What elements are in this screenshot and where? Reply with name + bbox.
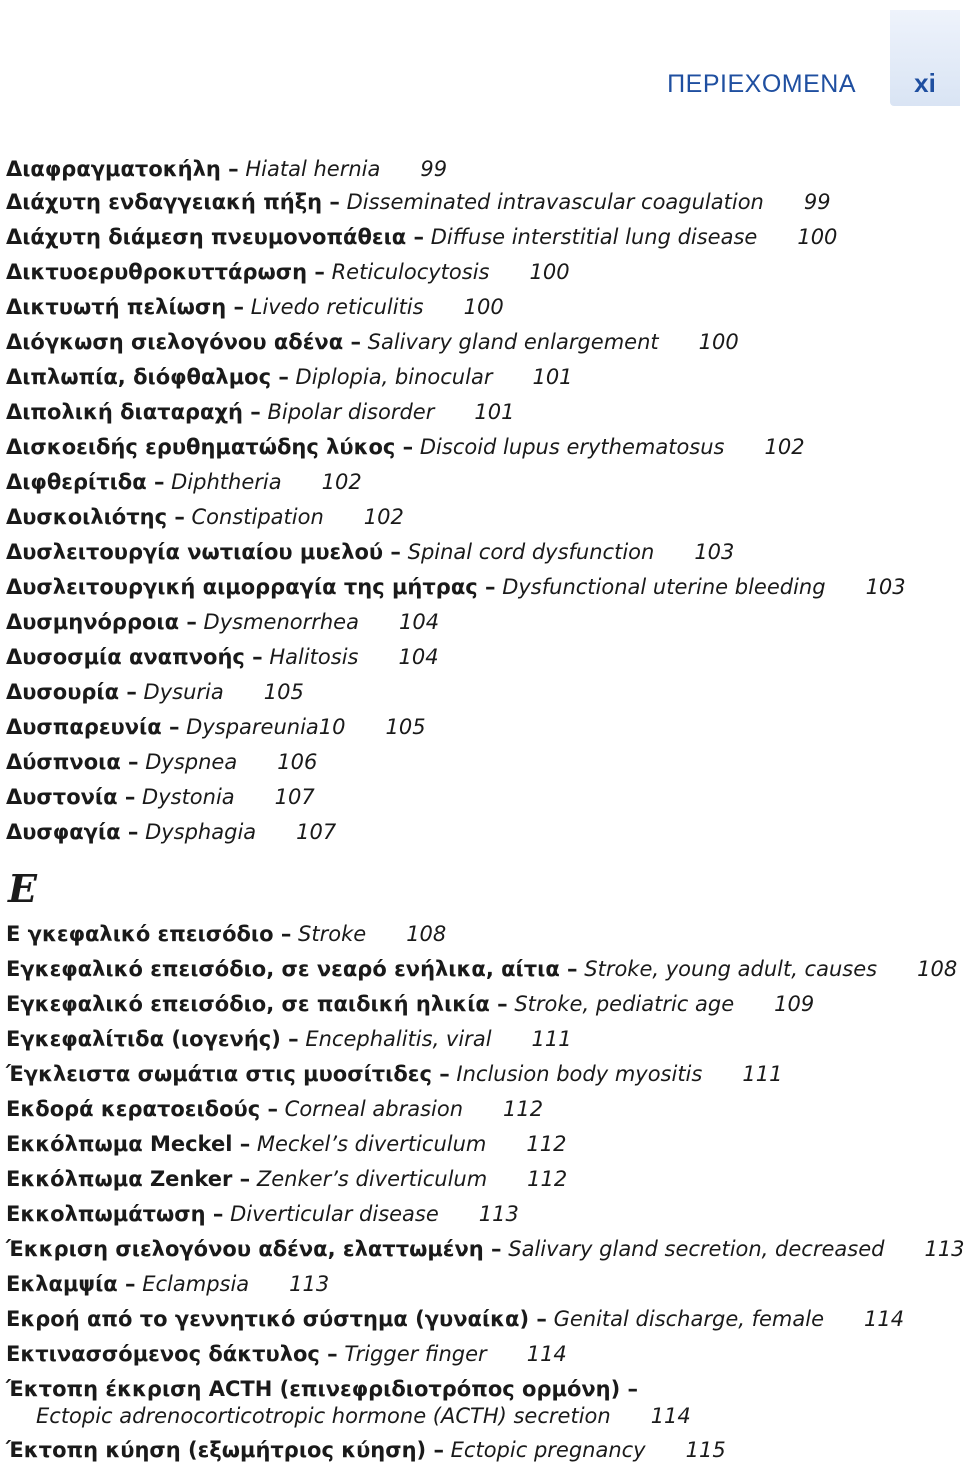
entry-page-number: 112 [503,1097,544,1121]
index-entry [6,1096,543,1122]
index-entry [6,1376,638,1402]
index-entry [6,714,426,740]
entry-english-term: Ectopic pregnancy [450,1438,646,1462]
index-entry [36,1403,691,1429]
entry-greek-term: Εγκεφαλικό επεισόδιο, σε νεαρό ενήλικα, αίτια – [6,957,578,981]
entry-greek-term: Εκροή από το γεννητικό σύστημα (γυναίκα) – [6,1307,547,1331]
entry-page-number: 101 [474,400,515,424]
entry-english-term: Stroke, pediatric age [514,992,735,1016]
entry-english-term: Constipation [191,505,324,529]
entry-english-term: Meckel’s diverticulum [256,1132,487,1156]
entry-english-term: Hiatal hernia [245,157,381,181]
index-entry [6,991,814,1017]
entry-greek-term: Διάχυτη ενδαγγειακή πήξη – [6,190,340,214]
entry-greek-term: Δυσκοιλιότης – [6,505,185,529]
index-entry [6,1236,965,1262]
entry-page-number: 100 [698,330,739,354]
entry-english-term: Spinal cord dysfunction [407,540,655,564]
entry-english-term: Zenker’s diverticulum [256,1167,488,1191]
entry-page-number: 102 [363,505,404,529]
index-entry [6,1341,567,1367]
index-entry [6,609,439,635]
entry-english-term: Dysmenorrhea [203,610,359,634]
entry-page-number: 113 [478,1202,519,1226]
entry-english-term: Dyspareunia10 [186,715,346,739]
entry-page-number: 107 [296,820,337,844]
entry-page-number: 106 [277,750,318,774]
entry-greek-term: Διπλωπία, διόφθαλμος – [6,365,289,389]
entry-page-number: 107 [274,785,315,809]
entry-english-term: Diffuse interstitial lung disease [430,225,758,249]
entry-english-term: Disseminated intravascular coagulation [346,190,764,214]
entry-english-term: Genital discharge, female [553,1307,824,1331]
entry-page-number: 111 [742,1062,783,1086]
entry-english-term: Reticulocytosis [331,260,490,284]
index-entry [6,504,404,530]
entry-page-number: 113 [289,1272,330,1296]
entry-page-number: 105 [385,715,426,739]
entry-greek-term: Διάχυτη διάμεση πνευμονοπάθεια – [6,225,425,249]
index-entry [6,1201,519,1227]
entry-greek-term: Έκτοπη κύηση (εξωμήτριος κύηση) – [6,1438,444,1462]
index-entry [6,1306,904,1332]
entry-page-number: 112 [526,1132,567,1156]
index-entry [6,329,739,355]
entry-page-number: 99 [803,190,831,214]
index-entry [6,434,805,460]
entry-greek-term: Εκτινασσόμενος δάκτυλος – [6,1342,338,1366]
entry-english-term: Trigger finger [344,1342,487,1366]
entry-greek-term: Διπολική διαταραχή – [6,400,261,424]
entry-english-term: Halitosis [269,645,359,669]
index-entry [6,294,504,320]
entry-page-number: 100 [463,295,504,319]
entry-greek-term: Εκδορά κερατοειδούς – [6,1097,278,1121]
entry-greek-term: Δυσφαγία – [6,820,139,844]
index-entry [6,1061,782,1087]
entry-page-number: 99 [420,157,448,181]
index-entry [6,644,439,670]
index-entry [6,679,304,705]
entry-english-term: Dysuria [143,680,224,704]
entry-greek-term: Δισκοειδής ερυθηματώδης λύκος – [6,435,414,459]
entry-greek-term: Δικτυοερυθροκυττάρωση – [6,260,325,284]
page-header-title: ΠΕΡΙΕΧΟΜΕΝΑ [667,70,856,98]
index-entry [6,784,315,810]
entry-page-number: 101 [532,365,573,389]
entry-english-term: Dystonia [142,785,235,809]
entry-english-term: Diplopia, binocular [295,365,493,389]
index-entry [6,364,573,390]
entry-page-number: 100 [529,260,570,284]
entry-page-number: 114 [526,1342,567,1366]
index-entry [6,819,336,845]
entry-page-number: 105 [263,680,304,704]
entry-greek-term: Έκτοπη έκκριση ACTH (επινεφριδιοτρόπος ορμόνη) – [6,1377,639,1401]
entry-english-term: Corneal abrasion [284,1097,464,1121]
entry-english-term: Salivary gland enlargement [367,330,659,354]
entry-greek-term: Δυσλειτουργική αιμορραγία της μήτρας – [6,575,496,599]
entry-english-term: Stroke [298,922,367,946]
entry-greek-term: Εκκόλπωμα Meckel – [6,1132,251,1156]
index-entry [6,399,514,425]
entry-page-number: 102 [321,470,362,494]
entry-english-term: Encephalitis, viral [305,1027,492,1051]
entry-page-number: 113 [924,1237,965,1261]
entry-greek-term: Δυστονία – [6,785,136,809]
entry-english-term: Dyspnea [145,750,238,774]
entry-english-term: Livedo reticulitis [250,295,424,319]
entry-page-number: 108 [917,957,958,981]
entry-greek-term: Εγκεφαλικό επεισόδιο, σε παιδική ηλικία – [6,992,508,1016]
entry-page-number: 109 [774,992,815,1016]
entry-greek-term: Δυσμηνόρροια – [6,610,197,634]
entry-page-number: 100 [797,225,838,249]
entry-greek-term: Εγκεφαλίτιδα (ιογενής) – [6,1027,299,1051]
entry-greek-term: Διαφραγματοκήλη – [6,157,239,181]
entry-english-term: Diverticular disease [230,1202,439,1226]
entry-english-term: Inclusion body myositis [456,1062,703,1086]
entry-page-number: 104 [398,645,439,669]
entry-english-term: Discoid lupus erythematosus [419,435,725,459]
entry-page-number: 114 [863,1307,905,1331]
index-entry [6,956,957,982]
entry-greek-term: Έγκλειστα σωμάτια στις μυοσίτιδες – [6,1062,450,1086]
entry-page-number: 114 [650,1404,691,1428]
entry-greek-term: Δυσοσμία αναπνοής – [6,645,263,669]
entry-greek-term: Δύσπνοια – [6,750,139,774]
entry-greek-term: Εκκολπωμάτωση – [6,1202,224,1226]
index-entry [6,574,906,600]
entry-page-number: 112 [527,1167,568,1191]
index-entry [6,224,837,250]
index-entry [6,1131,566,1157]
entry-greek-term: Διφθερίτιδα – [6,470,165,494]
entry-greek-term: Δυσπαρευνία – [6,715,180,739]
entry-page-number: 102 [764,435,805,459]
entry-english-term: Eclampsia [142,1272,250,1296]
entry-greek-term: Ε γκεφαλικό επεισόδιο – [6,922,292,946]
index-entry [6,189,831,215]
entry-greek-term: Δυσουρία – [6,680,137,704]
entry-page-number: 111 [531,1027,572,1051]
entry-page-number: 103 [865,575,906,599]
index-entry [6,259,570,285]
index-entry [6,539,734,565]
index-entry [6,1166,567,1192]
index-entry [6,921,446,947]
entry-english-term: Dysphagia [145,820,257,844]
index-entry [6,1437,726,1463]
entry-page-number: 108 [406,922,447,946]
entry-greek-term: Δικτυωτή πελίωση – [6,295,244,319]
entry-page-number: 104 [398,610,440,634]
entry-page-number: 115 [685,1438,726,1462]
entry-english-term: Diphtheria [171,470,282,494]
entry-english-term: Salivary gland secretion, decreased [508,1237,885,1261]
entry-greek-term: Έκκριση σιελογόνου αδένα, ελαττωμένη – [6,1237,502,1261]
entry-english-term: Ectopic adrenocorticotropic hormone (ACTH) secretion [36,1404,611,1428]
index-entry [6,156,447,182]
entry-greek-term: Διόγκωση σιελογόνου αδένα – [6,330,361,354]
index-entry [6,1271,329,1297]
index-entry [6,469,362,495]
page-number: xi [914,68,936,98]
entry-greek-term: Δυσλειτουργία νωτιαίου μυελού – [6,540,401,564]
entry-greek-term: Εκκόλπωμα Zenker – [6,1167,251,1191]
section-letter: E [8,866,37,911]
page-number-tab [890,10,960,106]
entry-english-term: Bipolar disorder [267,400,435,424]
entry-english-term: Dysfunctional uterine bleeding [502,575,826,599]
index-entry [6,1026,572,1052]
entry-english-term: Stroke, young adult, causes [584,957,878,981]
entry-greek-term: Εκλαμψία – [6,1272,136,1296]
entry-page-number: 103 [694,540,735,564]
index-entry [6,749,317,775]
